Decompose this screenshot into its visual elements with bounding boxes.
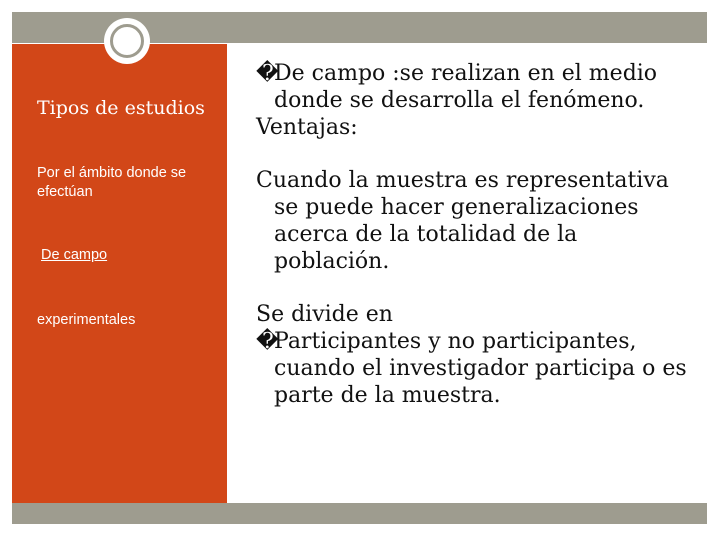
paragraph-muestra: Cuando la muestra es representativa se puede hacer generalizaciones acerca de la totalidad de la población. [256, 168, 669, 274]
ventajas-heading: Ventajas: [256, 115, 358, 140]
slide-body [256, 60, 696, 409]
bottom-band [12, 503, 707, 524]
sidebar-title: Tipos de estudios [37, 97, 205, 119]
bullet-icon: � [256, 61, 279, 86]
decorative-ring-icon [110, 24, 144, 58]
paragraph-de-campo [256, 60, 696, 114]
sidebar-subtitle: Por el ámbito donde se efectúan [37, 165, 187, 200]
bullet-icon: � [256, 329, 279, 354]
de-campo-text: De campo :se realizan en el medio donde se desarrolla el fenómeno. [274, 61, 658, 113]
paragraph-participantes [256, 328, 696, 409]
sidebar-item-experimentales: experimentales [37, 312, 136, 328]
participantes-text: Participantes y no participantes, cuando el investigador participa o es parte de la muestra. [274, 329, 687, 408]
de-campo-link[interactable]: De campo [41, 247, 108, 263]
se-divide-text: Se divide en [256, 302, 393, 327]
